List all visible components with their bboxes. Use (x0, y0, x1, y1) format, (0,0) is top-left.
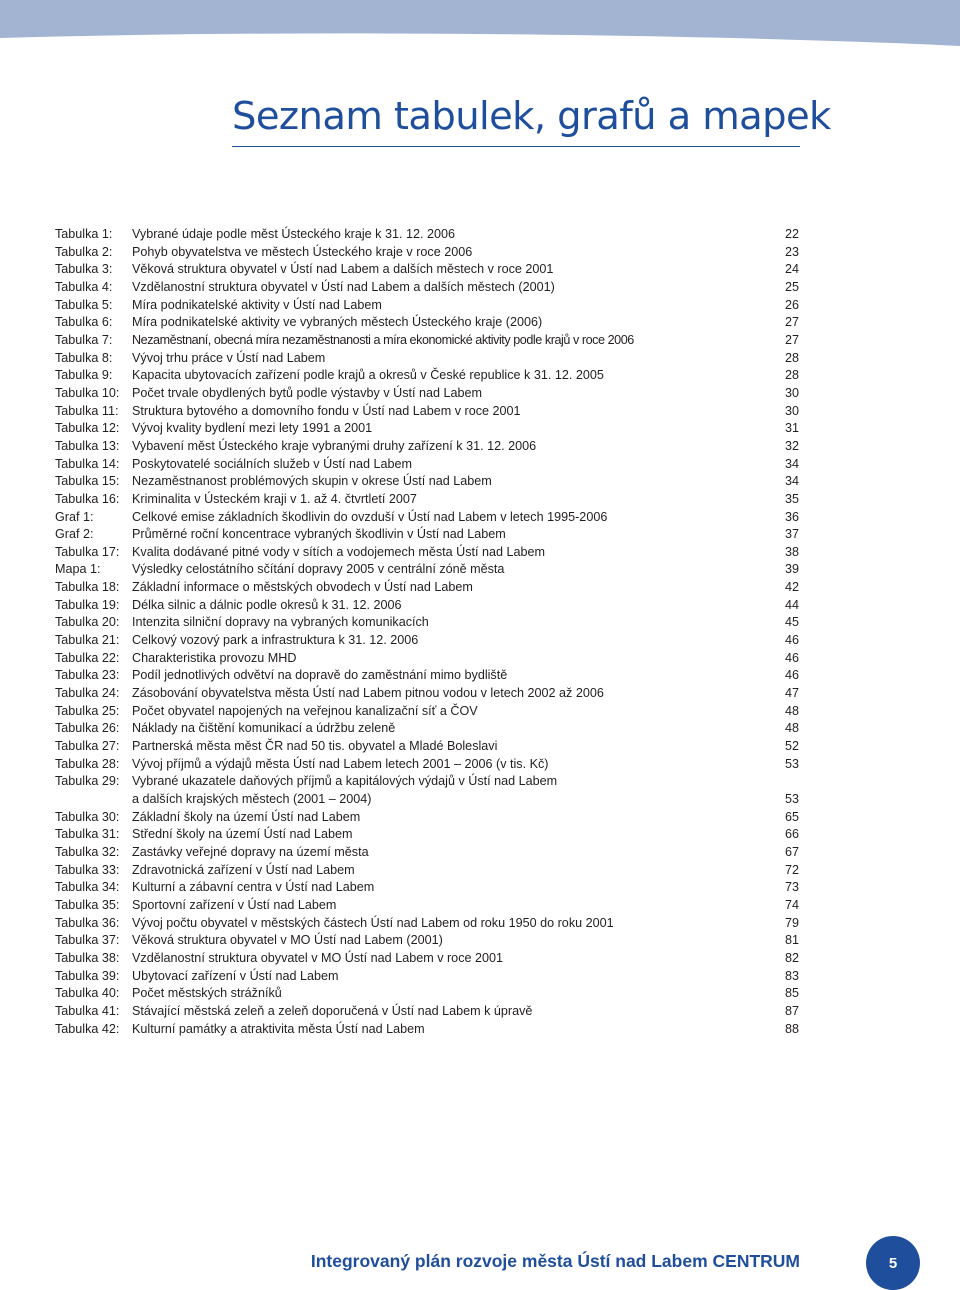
toc-entry (55, 950, 799, 968)
toc-entry (55, 1003, 799, 1021)
toc-entry-page: 46 (784, 650, 799, 665)
toc-entry (55, 791, 799, 809)
toc-entry-page: 44 (784, 597, 799, 612)
toc-entry-label: Tabulka 21: (55, 633, 120, 648)
toc-entry-title: Zásobování obyvatelstva města Ústí nad Labem pitnou vodou v letech 2002 až 2006 (132, 686, 604, 701)
toc-entry-page: 48 (784, 721, 799, 736)
toc-entry-title: Náklady na čištění komunikací a údržbu zeleně (132, 721, 396, 736)
toc-entry-label: Tabulka 37: (55, 933, 120, 948)
toc-entry-title: Střední školy na území Ústí nad Labem (132, 827, 353, 842)
toc-entry (55, 350, 799, 368)
toc-entry-label: Tabulka 13: (55, 438, 120, 453)
toc-entry (55, 561, 799, 579)
toc-entry-label: Tabulka 22: (55, 650, 120, 665)
toc-entry-label: Tabulka 33: (55, 862, 120, 877)
toc-entry-page: 88 (784, 1021, 799, 1036)
toc-entry-page: 73 (784, 880, 799, 895)
toc-entry-title: Zdravotnická zařízení v Ústí nad Labem (132, 862, 355, 877)
toc-entry-label: Tabulka 17: (55, 544, 120, 559)
toc-entry-page: 22 (784, 227, 799, 241)
toc-entry-page: 72 (784, 862, 799, 877)
toc-entry-page: 46 (784, 633, 799, 648)
toc-entry-title: Míra podnikatelské aktivity v Ústí nad Labem (132, 297, 382, 312)
toc-entry-page: 65 (784, 809, 799, 824)
toc-entry-label: Tabulka 27: (55, 739, 120, 754)
toc-entry (55, 756, 799, 774)
toc-entry (55, 261, 799, 279)
toc-entry-label: Tabulka 14: (55, 456, 120, 471)
toc-entry-title: Nezaměstnaní, obecná míra nezaměstnanosti a míra ekonomické aktivity podle krajů v roce 2006 (132, 332, 634, 347)
toc-entry-label: Tabulka 34: (55, 880, 120, 895)
toc-entry (55, 509, 799, 527)
toc-entry-label: Tabulka 41: (55, 1003, 120, 1018)
toc-entry-label: Tabulka 26: (55, 721, 120, 736)
toc-entry-label: Tabulka 36: (55, 915, 120, 930)
toc-entry-title: Podíl jednotlivých odvětví na dopravě do zaměstnání mimo bydliště (132, 668, 508, 683)
toc-entry (55, 844, 799, 862)
toc-entry (55, 279, 799, 297)
toc-entry (55, 456, 799, 474)
toc-entry (55, 773, 799, 791)
toc-entry-title: Celkový vozový park a infrastruktura k 31. 12. 2006 (132, 633, 419, 648)
toc-entry-label: Tabulka 12: (55, 421, 120, 436)
toc-entry-title: Charakteristika provozu MHD (132, 650, 297, 665)
toc-entry-page: 34 (784, 474, 799, 489)
toc-entry-label: Tabulka 24: (55, 686, 120, 701)
toc-entry-label: Tabulka 7: (55, 332, 113, 347)
toc-entry-title: Vybrané údaje podle měst Ústeckého kraje k 31. 12. 2006 (132, 227, 455, 241)
toc-entry (55, 650, 799, 668)
toc-entry (55, 897, 799, 915)
toc-entry-label: Tabulka 35: (55, 897, 120, 912)
toc-entry-title: Vývoj počtu obyvatel v městských částech Ústí nad Labem od roku 1950 do roku 2001 (132, 915, 614, 930)
toc-entry (55, 667, 799, 685)
toc-entry-title: Celkové emise základních škodlivin do ovzduší v Ústí nad Labem v letech 1995-2006 (132, 509, 608, 524)
toc-entry-title: Struktura bytového a domovního fondu v Ústí nad Labem v roce 2001 (132, 403, 521, 418)
toc-entry-label: Tabulka 19: (55, 597, 120, 612)
toc-entry-page: 27 (784, 315, 799, 330)
toc-entry-page: 28 (784, 350, 799, 365)
toc-entry (55, 385, 799, 403)
toc-entry-page: 27 (784, 332, 799, 347)
toc-entry-page: 85 (784, 986, 799, 1001)
toc-entry (55, 915, 799, 933)
toc-entry-page: 67 (784, 844, 799, 859)
toc-entry-label: Mapa 1: (55, 562, 101, 577)
toc-entry-title: Kulturní a zábavní centra v Ústí nad Labem (132, 880, 375, 895)
toc-entry-title: Pohyb obyvatelstva ve městech Ústeckého kraje v roce 2006 (132, 244, 473, 259)
toc-entry-title: Ubytovací zařízení v Ústí nad Labem (132, 968, 339, 983)
toc-entry-page: 45 (784, 615, 799, 630)
toc-entry-title: Vývoj trhu práce v Ústí nad Labem (132, 350, 326, 365)
toc-entry-title: Počet trvale obydlených bytů podle výstavby v Ústí nad Labem (132, 385, 483, 400)
toc-entry-label: Tabulka 6: (55, 315, 113, 330)
toc-entry (55, 826, 799, 844)
toc-list (55, 226, 799, 1038)
toc-entry (55, 985, 799, 1003)
toc-entry-label: Tabulka 42: (55, 1021, 120, 1036)
toc-entry-label: Tabulka 4: (55, 279, 113, 294)
toc-entry-page: 81 (784, 933, 799, 948)
toc-entry-label: Tabulka 28: (55, 756, 120, 771)
toc-entry (55, 420, 799, 438)
toc-entry-title: Partnerská města měst ČR nad 50 tis. obyvatel a Mladé Boleslavi (132, 739, 498, 754)
toc-entry-label: Tabulka 16: (55, 491, 120, 506)
toc-entry-label: Tabulka 38: (55, 950, 120, 965)
toc-entry-title: Kriminalita v Ústeckém kraji v 1. až 4. čtvrtletí 2007 (132, 491, 417, 506)
toc-entry (55, 597, 799, 615)
toc-entry-page: 48 (784, 703, 799, 718)
toc-entry-title: Sportovní zařízení v Ústí nad Labem (132, 897, 337, 912)
toc-entry-label: Tabulka 11: (55, 403, 119, 418)
toc-entry-label: Tabulka 5: (55, 297, 113, 312)
toc-entry (55, 809, 799, 827)
toc-entry-label: Tabulka 1: (55, 227, 113, 241)
toc-entry (55, 226, 799, 244)
toc-entry-page: 87 (784, 1003, 799, 1018)
toc-entry-label: Tabulka 15: (55, 474, 120, 489)
toc-entry-page: 53 (784, 756, 799, 771)
toc-entry-title: Délka silnic a dálnic podle okresů k 31. 12. 2006 (132, 597, 402, 612)
toc-entry (55, 1021, 799, 1039)
toc-entry (55, 314, 799, 332)
toc-entry-title: Zastávky veřejné dopravy na území města (132, 844, 369, 859)
toc-entry-title: Poskytovatelé sociálních služeb v Ústí nad Labem (132, 456, 413, 471)
toc-entry-page: 25 (784, 279, 799, 294)
toc-entry (55, 526, 799, 544)
toc-entry-page: 30 (784, 385, 799, 400)
toc-entry-label: Tabulka 3: (55, 262, 113, 277)
toc-entry (55, 438, 799, 456)
toc-entry-page: 82 (784, 950, 799, 965)
toc-entry-page: 39 (784, 562, 799, 577)
toc-entry-label: Tabulka 25: (55, 703, 120, 718)
toc-entry-label: Tabulka 2: (55, 244, 113, 259)
toc-entry (55, 738, 799, 756)
toc-entry (55, 403, 799, 421)
toc-entry-label: Graf 2: (55, 527, 94, 542)
toc-entry-page: 30 (784, 403, 799, 418)
toc-entry (55, 685, 799, 703)
toc-entry (55, 579, 799, 597)
toc-entry-title: Základní školy na území Ústí nad Labem (132, 809, 361, 824)
toc-entry (55, 703, 799, 721)
toc-entry-page: 46 (784, 668, 799, 683)
toc-entry-page: 24 (784, 262, 799, 277)
toc-entry-title: Intenzita silniční dopravy na vybraných komunikacích (132, 615, 429, 630)
page-number-badge: 5 (866, 1236, 920, 1290)
toc-entry-page: 42 (784, 580, 799, 595)
toc-entry-title: a dalších krajských městech (2001 – 2004) (132, 792, 372, 806)
toc-entry-page: 28 (784, 368, 799, 383)
toc-entry (55, 244, 799, 262)
toc-entry-label: Tabulka 30: (55, 809, 120, 824)
toc-entry-page: 37 (784, 527, 799, 542)
toc-entry-title: Vybavení měst Ústeckého kraje vybranými druhy zařízení k 31. 12. 2006 (132, 438, 537, 453)
toc-entry-label: Tabulka 10: (55, 385, 120, 400)
toc-entry-title: Vývoj příjmů a výdajů města Ústí nad Labem letech 2001 – 2006 (v tis. Kč) (132, 756, 549, 771)
toc-entry (55, 932, 799, 950)
toc-entry-label: Tabulka 39: (55, 968, 120, 983)
toc-entry-title: Věková struktura obyvatel v Ústí nad Labem a dalších městech v roce 2001 (132, 262, 554, 277)
toc-entry-title: Kapacita ubytovacích zařízení podle krajů a okresů v České republice k 31. 12. 2005 (132, 368, 604, 383)
toc-entry (55, 632, 799, 650)
toc-entry-title: Vybrané ukazatele daňových příjmů a kapitálových výdajů v Ústí nad Labem (132, 774, 558, 789)
toc-entry-page: 34 (784, 456, 799, 471)
toc-entry-title: Kulturní památky a atraktivita města Ústí nad Labem (132, 1021, 425, 1036)
toc-entry-label: Tabulka 8: (55, 350, 113, 365)
toc-entry-label: Tabulka 9: (55, 368, 113, 383)
toc-entry-page: 74 (784, 897, 799, 912)
toc-entry-title: Vývoj kvality bydlení mezi lety 1991 a 2001 (132, 421, 373, 436)
toc-entry-page: 32 (784, 438, 799, 453)
toc-entry-title: Základní informace o městských obvodech v Ústí nad Labem (132, 580, 473, 595)
toc-entry (55, 297, 799, 315)
toc-entry-title: Nezaměstnanost problémových skupin v okrese Ústí nad Labem (132, 474, 492, 489)
toc-entry-title: Věková struktura obyvatel v MO Ústí nad Labem (2001) (132, 933, 443, 948)
toc-entry (55, 968, 799, 986)
toc-entry (55, 332, 799, 350)
footer-document-title: Integrovaný plán rozvoje města Ústí nad Labem CENTRUM (310, 1251, 800, 1271)
toc-entry-page: 53 (784, 792, 799, 806)
toc-entry-label: Graf 1: (55, 509, 94, 524)
toc-entry (55, 367, 799, 385)
toc-entry (55, 720, 799, 738)
toc-entry-label: Tabulka 23: (55, 668, 120, 683)
toc-entry-label: Tabulka 29: (55, 774, 120, 789)
toc-entry-page: 47 (784, 686, 799, 701)
toc-entry-label: Tabulka 20: (55, 615, 120, 630)
toc-entry-page: 79 (784, 915, 799, 930)
toc-entry (55, 544, 799, 562)
toc-entry-page: 31 (784, 421, 799, 436)
toc-entry-page: 52 (784, 739, 799, 754)
toc-entry-title: Výsledky celostátního sčítání dopravy 2005 v centrální zóně města (132, 562, 505, 577)
toc-entry-page: 83 (784, 968, 799, 983)
toc-entry (55, 862, 799, 880)
toc-entry-page: 23 (784, 244, 799, 259)
toc-entry-title: Míra podnikatelské aktivity ve vybraných městech Ústeckého kraje (2006) (132, 315, 543, 330)
toc-entry-title: Počet obyvatel napojených na veřejnou kanalizační síť a ČOV (132, 703, 478, 718)
toc-entry-title: Stávající městská zeleň a zeleň doporučená v Ústí nad Labem k úpravě (132, 1003, 533, 1018)
toc-entry-title: Vzdělanostní struktura obyvatel v MO Ústí nad Labem v roce 2001 (132, 950, 504, 965)
toc-entry-label: Tabulka 40: (55, 986, 120, 1001)
toc-entry (55, 614, 799, 632)
toc-entry-label: Tabulka 32: (55, 844, 120, 859)
title-underline (232, 146, 800, 147)
toc-entry-title: Vzdělanostní struktura obyvatel v Ústí nad Labem a dalších městech (2001) (132, 279, 555, 294)
toc-entry-label: Tabulka 18: (55, 580, 120, 595)
toc-entry-title: Kvalita dodávané pitné vody v sítích a vodojemech města Ústí nad Labem (132, 544, 546, 559)
toc-entry-page: 36 (784, 509, 799, 524)
toc-entry-title: Průměrné roční koncentrace vybraných škodlivin v Ústí nad Labem (132, 527, 506, 542)
header-decorative-band (0, 0, 960, 46)
toc-entry (55, 473, 799, 491)
toc-entry-title: Počet městských strážníků (132, 986, 282, 1001)
toc-entry-label: Tabulka 31: (55, 827, 120, 842)
toc-entry-page: 66 (784, 827, 799, 842)
toc-entry (55, 879, 799, 897)
toc-entry-page: 26 (784, 297, 799, 312)
page-title: Seznam tabulek, grafů a mapek (232, 94, 831, 139)
toc-entry (55, 491, 799, 509)
toc-entry-page: 35 (784, 491, 799, 506)
toc-entry-page: 38 (784, 544, 799, 559)
